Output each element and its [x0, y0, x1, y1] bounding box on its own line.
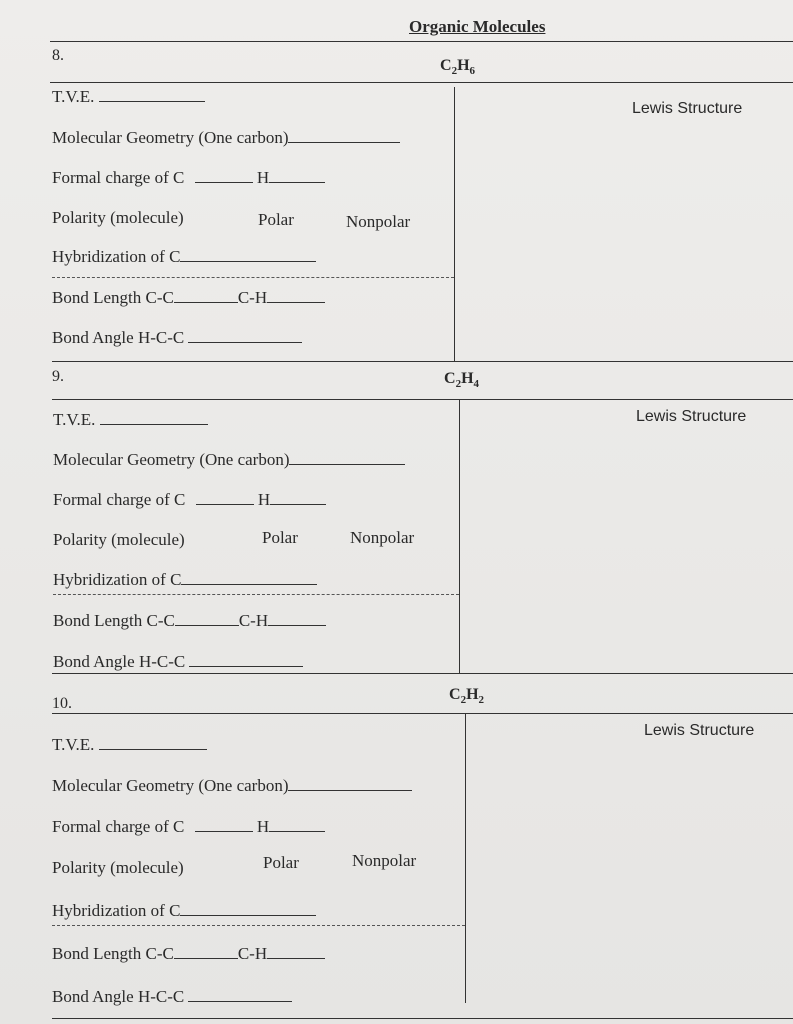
section-9-fc-c-blank[interactable] [196, 490, 254, 505]
section-10-bl-cc-blank[interactable] [174, 944, 238, 959]
section-8-fc-c-blank[interactable] [195, 168, 253, 183]
section-9-polarity-label: Polarity (molecule) [53, 530, 185, 549]
section-9-bl-cc-blank[interactable] [175, 611, 239, 626]
section-9-top-rule [52, 361, 793, 362]
section-10-header-rule [52, 713, 793, 714]
section-8-bl-ch-blank[interactable] [267, 288, 325, 303]
section-8-polar-option[interactable]: Polar [258, 210, 294, 229]
section-8-tve: T.V.E. [52, 87, 205, 107]
section-9-geometry: Molecular Geometry (One carbon) [53, 450, 405, 470]
section-10-tve-blank[interactable] [99, 735, 207, 750]
section-10-angle-blank[interactable] [188, 987, 292, 1002]
section-9-number: 9. [52, 368, 64, 385]
section-8-geometry: Molecular Geometry (One carbon) [52, 128, 400, 148]
section-8-lewis-label: Lewis Structure [632, 100, 743, 117]
section-9-lewis-label: Lewis Structure [636, 408, 747, 425]
section-9-hybridization: Hybridization of C [53, 570, 317, 590]
section-8-hybridization-blank[interactable] [180, 247, 316, 262]
section-8-divider [454, 87, 455, 362]
section-8-angle-blank[interactable] [188, 328, 302, 343]
section-10-polarity-label: Polarity (molecule) [52, 858, 184, 877]
section-10-formula: $C_2H_2$ [449, 686, 485, 707]
section-10-tve: T.V.E. [52, 735, 207, 755]
page-title: Organic Molecules [409, 17, 546, 36]
section-8-dashed-rule [52, 277, 454, 278]
section-9-bl-ch-blank[interactable] [268, 611, 326, 626]
section-9-geometry-blank[interactable] [289, 450, 405, 465]
section-10-bottom-rule [52, 1018, 793, 1019]
section-10-nonpolar-option[interactable]: Nonpolar [352, 851, 417, 870]
section-10-lewis-label: Lewis Structure [644, 722, 755, 739]
section-9-tve: T.V.E. [53, 410, 208, 430]
section-9-nonpolar-option[interactable]: Nonpolar [350, 528, 415, 547]
section-8-bond-length: Bond Length C-C C-H [52, 288, 325, 308]
section-10-bond-length: Bond Length C-C C-H [52, 944, 325, 964]
section-10-hybridization-blank[interactable] [180, 901, 316, 916]
section-9-header-rule [52, 399, 793, 400]
section-9-bond-angle: Bond Angle H-C-C [53, 652, 303, 672]
section-8-number: 8. [52, 47, 64, 64]
section-9-formula: $C_2H_4$ [444, 370, 480, 391]
section-9-fc-h-blank[interactable] [270, 490, 326, 505]
section-8-geometry-blank[interactable] [288, 128, 400, 143]
section-10-geometry-blank[interactable] [288, 776, 412, 791]
section-10-number: 10. [52, 695, 72, 712]
section-9-dashed-rule [53, 594, 459, 595]
section-10-top-rule [52, 673, 793, 674]
section-10-divider [465, 713, 466, 1003]
section-8-hybridization: Hybridization of C [52, 247, 316, 267]
section-8-top-rule [50, 41, 793, 42]
section-10-hybridization: Hybridization of C [52, 901, 316, 921]
section-9-angle-blank[interactable] [189, 652, 303, 667]
section-10-fc-c-blank[interactable] [195, 817, 253, 832]
section-9-formal-charge: Formal charge of C H [53, 490, 326, 510]
section-9-polar-option[interactable]: Polar [262, 528, 298, 547]
section-9-bond-length: Bond Length C-C C-H [53, 611, 326, 631]
section-8-polarity-label: Polarity (molecule) [52, 208, 184, 227]
section-8-tve-blank[interactable] [99, 87, 205, 102]
section-10-geometry: Molecular Geometry (One carbon) [52, 776, 412, 796]
section-9-hybridization-blank[interactable] [181, 570, 317, 585]
section-10-fc-h-blank[interactable] [269, 817, 325, 832]
section-10-formal-charge: Formal charge of C H [52, 817, 325, 837]
section-8-bl-cc-blank[interactable] [174, 288, 238, 303]
section-8-nonpolar-option[interactable]: Nonpolar [346, 212, 411, 231]
section-8-header-rule [50, 82, 793, 83]
section-9-tve-blank[interactable] [100, 410, 208, 425]
section-10-bl-ch-blank[interactable] [267, 944, 325, 959]
section-10-dashed-rule [52, 925, 465, 926]
section-8-formal-charge: Formal charge of C H [52, 168, 325, 188]
section-8-formula: $C_2H_6$ [440, 57, 476, 78]
section-10-polar-option[interactable]: Polar [263, 853, 299, 872]
section-9-divider [459, 399, 460, 674]
section-8-bond-angle: Bond Angle H-C-C [52, 328, 302, 348]
section-10-bond-angle: Bond Angle H-C-C [52, 987, 292, 1007]
section-8-fc-h-blank[interactable] [269, 168, 325, 183]
